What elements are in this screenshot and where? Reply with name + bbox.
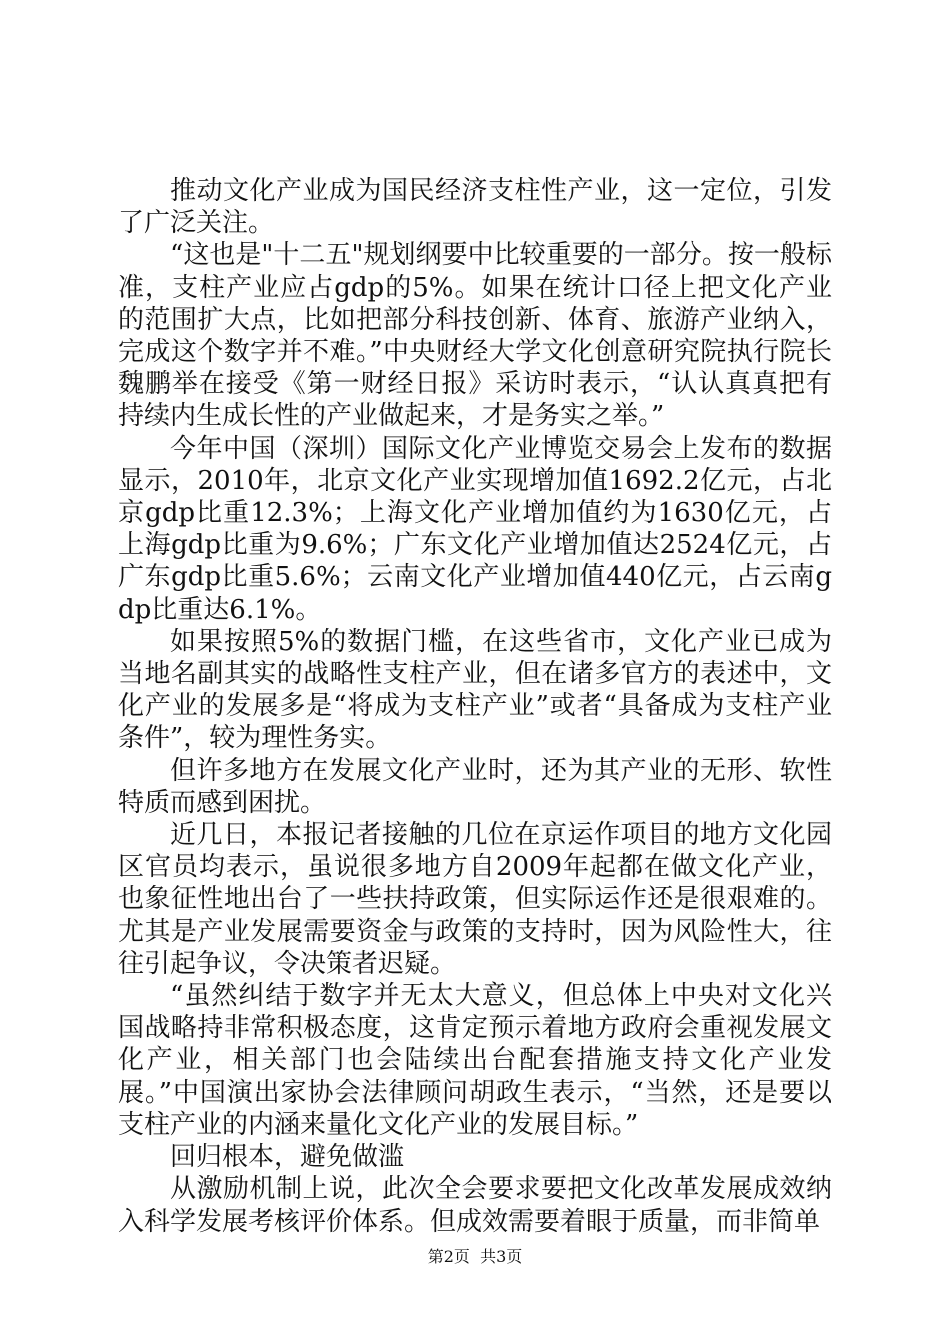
section-heading: 回归根本，避免做滥 [170,1142,405,1173]
paragraph-6: 近几日，本报记者接触的几位在京运作项目的地方文化园区官员均表示，虽说很多地方自2009年起都在做文化产业，也象征性地出台了一些扶持政策，但实际运作还是很艰难的。尤其是产业发展需要资金与政策的支持时，因为风险性大，往往引起争议，令决策者迟疑。 [118,820,832,979]
paragraph-7: “虽然纠结于数字并无太大意义，但总体上中央对文化兴国战略持非常积极态度，这肯定预示着地方政府会重视发展文化产业，相关部门也会陆续出台配套措施支持文化产业发展。”中国演出家协会法律顾问胡政生表示，“当然，还是要以支柱产业的内涵来量化文化产业的发展目标。” [118,981,832,1140]
paragraph-1: 推动文化产业成为国民经济支柱性产业，这一定位，引发了广泛关注。 [118,176,832,239]
paragraph-3: 今年中国（深圳）国际文化产业博览交易会上发布的数据显示，2010年，北京文化产业实现增加值1692.2亿元，占北京gdp比重12.3%；上海文化产业增加值约为1630亿元，占上海gdp比重为9.6%；广东文化产业增加值达2524亿元，占广东gdp比重5.6%；云南文化产业增加值440亿元，占云南gdp比重达6.1%。 [118,433,832,625]
paragraph-5: 但许多地方在发展文化产业时，还为其产业的无形、软性特质而感到困扰。 [118,755,832,818]
page-footer: 第2页 共3页 [427,1247,523,1266]
paragraph-2: “这也是"十二五"规划纲要中比较重要的一部分。按一般标准，支柱产业应占gdp的5%。如果在统计口径上把文化产业的范围扩大点，比如把部分科技创新、体育、旅游产业纳入，完成这个数字并不难。”中央财经大学文化创意研究院执行院长魏鹏举在接受《第一财经日报》采访时表示，“认认真真把有持续内生成长性的产业做起来，才是务实之举。” [118,240,832,432]
article-body [118,175,832,1238]
paragraph-4: 如果按照5%的数据门槛，在这些省市，文化产业已成为当地名副其实的战略性支柱产业，但在诸多官方的表述中，文化产业的发展多是“将成为支柱产业”或者“具备成为支柱产业条件”，较为理性务实。 [118,626,832,754]
paragraph-8: 从激励机制上说，此次全会要求要把文化改革发展成效纳入科学发展考核评价体系。但成效需要着眼于质量，而非简单 [118,1174,832,1237]
